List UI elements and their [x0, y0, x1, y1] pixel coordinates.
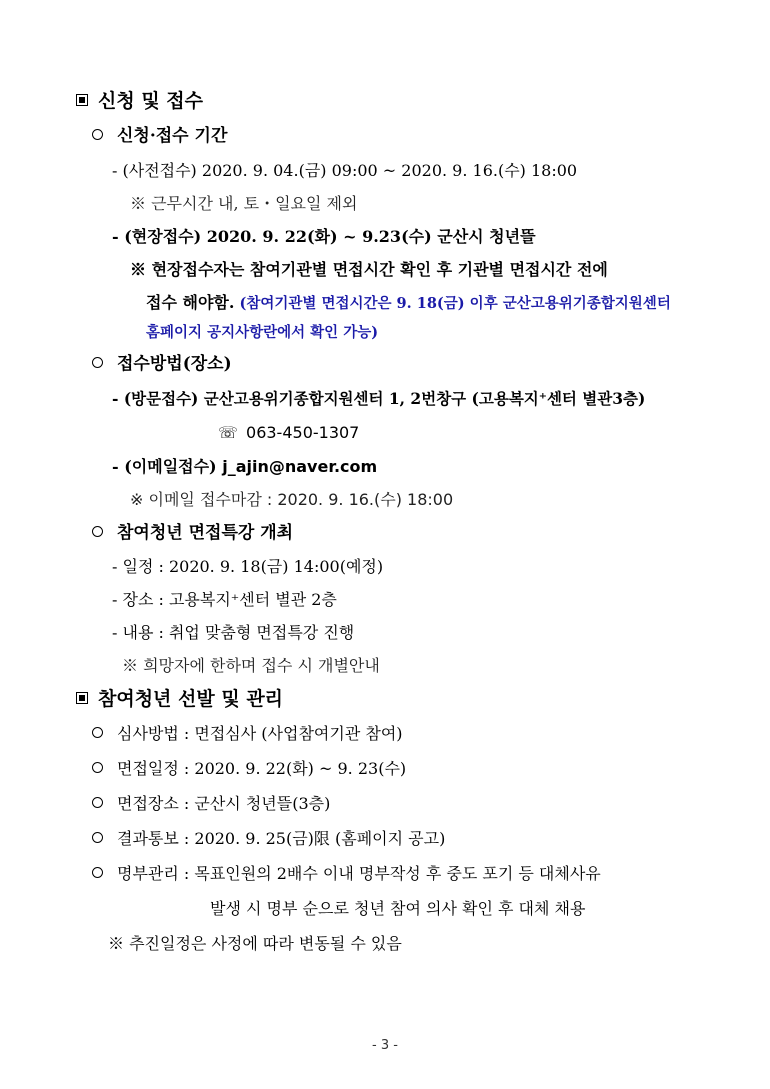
- circle-bullet-icon: [92, 357, 103, 368]
- phone-icon: ☏: [218, 423, 239, 442]
- circle-bullet-icon: [92, 129, 103, 140]
- circle-bullet-icon: [92, 797, 103, 808]
- section-1-title: 신청 및 접수: [98, 90, 203, 112]
- list-item: 면접장소 : 군산시 청년뜰(3층): [92, 793, 330, 815]
- email-note: ※ 이메일 접수마감 : 2020. 9. 16.(수) 18:00: [130, 490, 454, 509]
- pre-registration-note: ※ 근무시간 내, 토・일요일 제외: [130, 194, 358, 213]
- lecture-schedule: - 일정 : 2020. 9. 18(금) 14:00(예정): [112, 557, 384, 576]
- list-item: 심사방법 : 면접심사 (사업참여기관 참여): [92, 723, 403, 745]
- email-registration-line: - (이메일접수) j_ajin@naver.com: [112, 457, 378, 476]
- list-item: 명부관리 : 목표인원의 2배수 이내 명부작성 후 중도 포기 등 대체사유: [92, 863, 601, 885]
- circle-bullet-icon: [92, 526, 103, 537]
- phone-line: ☏ 063-450-1307: [218, 423, 360, 442]
- lecture-note: ※ 희망자에 한하며 접수 시 개별안내: [122, 656, 380, 675]
- section-2-title: 참여청년 선발 및 관리: [98, 688, 284, 710]
- circle-bullet-icon: [92, 832, 103, 843]
- circle-bullet-icon: [92, 727, 103, 738]
- list-item: 결과통보 : 2020. 9. 25(금)限 (홈페이지 공고): [92, 828, 445, 850]
- onsite-registration-line: - (현장접수) 2020. 9. 22(화) ~ 9.23(수) 군산시 청년뜰: [112, 227, 536, 246]
- onsite-note-line-1: ※ 현장접수자는 참여기관별 면접시간 확인 후 기관별 면접시간 전에: [130, 260, 608, 279]
- schedule-change-note: ※ 추진일정은 사정에 따라 변동될 수 있음: [108, 934, 402, 953]
- lecture-content: - 내용 : 취업 맞춤형 면접특강 진행: [112, 623, 355, 642]
- email-link[interactable]: j_ajin@naver.com: [222, 457, 378, 476]
- method-heading: 접수방법(장소): [92, 353, 232, 375]
- circle-bullet-icon: [92, 762, 103, 773]
- page-number: - 3 -: [372, 1038, 398, 1053]
- list-item: 면접일정 : 2020. 9. 22(화) ~ 9. 23(수): [92, 758, 406, 780]
- section-1-heading: [76, 88, 203, 114]
- onsite-note-line-3: 홈페이지 공지사항란에서 확인 가능): [146, 324, 379, 341]
- square-bullet-icon: [76, 692, 88, 704]
- lecture-heading: 참여청년 면접특강 개최: [92, 522, 293, 544]
- list-item-continuation: 발생 시 명부 순으로 청년 참여 의사 확인 후 대체 채용: [210, 899, 586, 918]
- onsite-note-line-2: 접수 해야함. (참여기관별 면접시간은 9. 18(금) 이후 군산고용위기종합지원센터: [146, 293, 671, 312]
- pre-registration-line: - (사전접수) 2020. 9. 04.(금) 09:00 ~ 2020. 9. 16.(수) 18:00: [112, 161, 578, 180]
- period-heading: 신청·접수 기간: [92, 125, 227, 147]
- circle-bullet-icon: [92, 867, 103, 878]
- lecture-place: - 장소 : 고용복지⁺센터 별관 2층: [112, 590, 337, 609]
- section-2-heading: [76, 686, 283, 712]
- visit-registration-line: - (방문접수) 군산고용위기종합지원센터 1, 2번창구 (고용복지⁺센터 별관3층): [112, 389, 646, 408]
- square-bullet-icon: [76, 94, 88, 106]
